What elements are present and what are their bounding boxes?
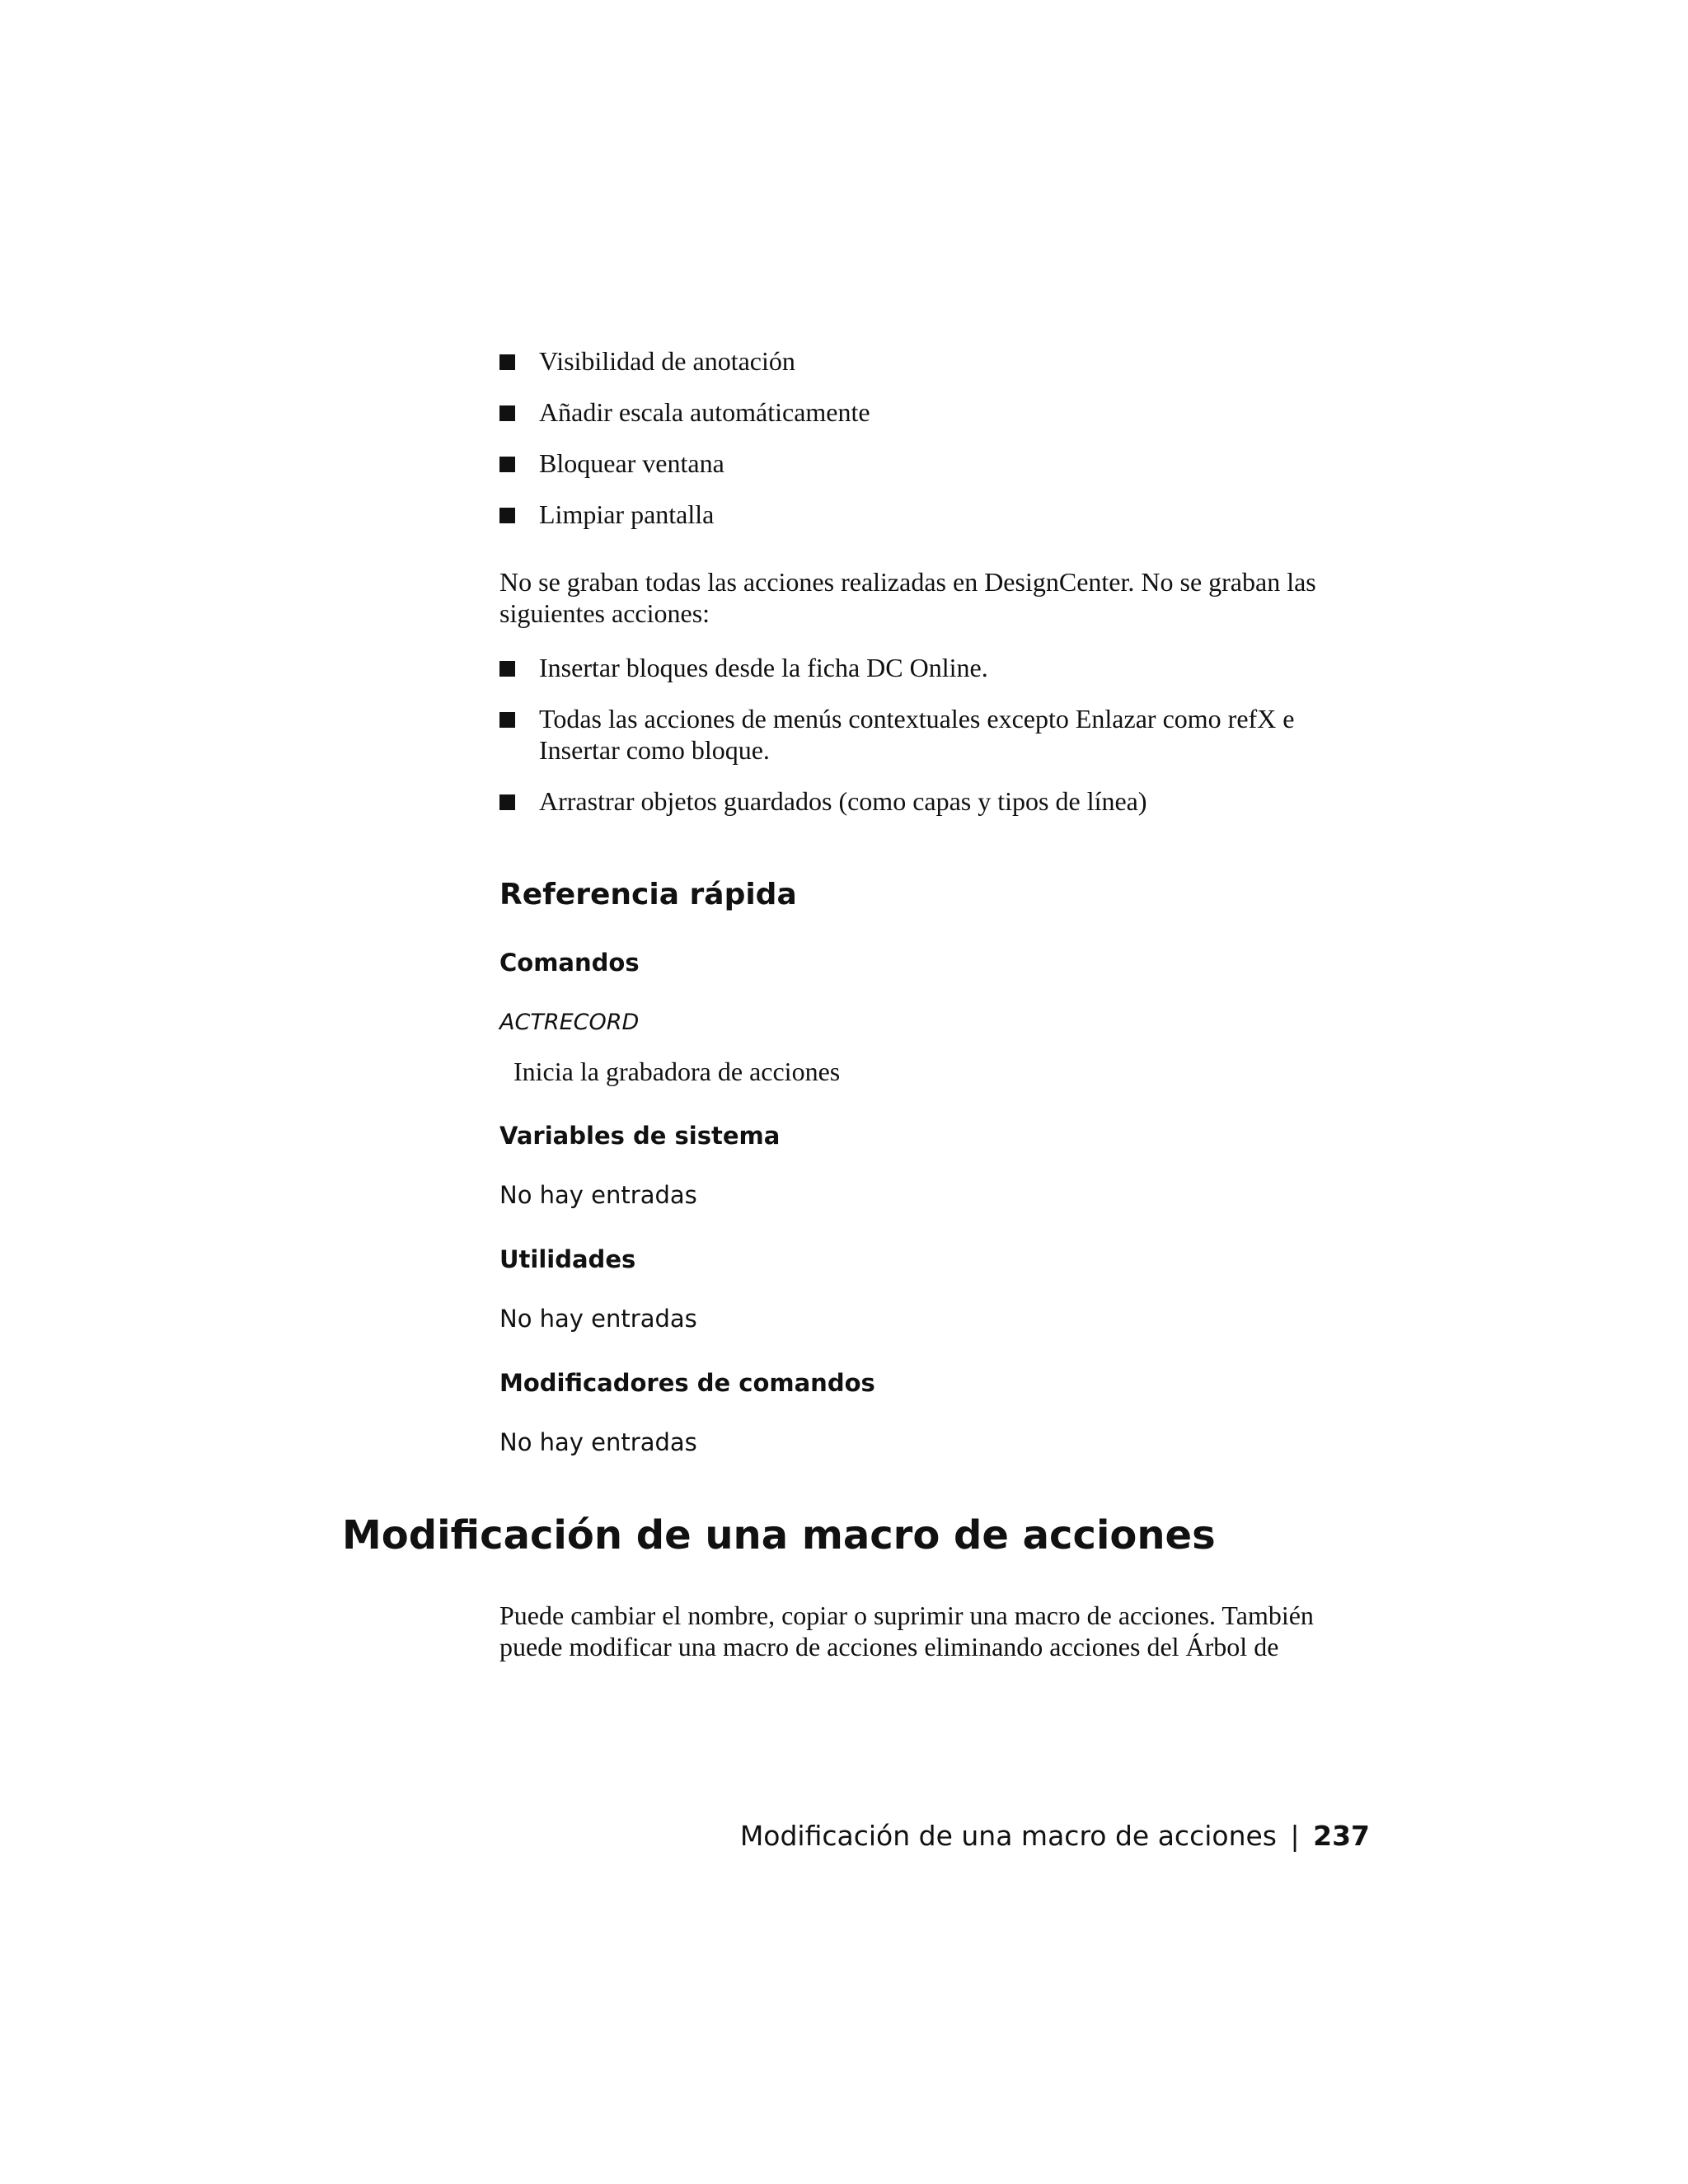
command-name: ACTRECORD xyxy=(499,1010,640,1035)
section-heading: Modificación de una macro de acciones xyxy=(342,1512,1216,1558)
command-modifiers-text: No hay entradas xyxy=(499,1428,697,1456)
bullet-square-icon xyxy=(499,794,515,810)
command-modifiers-heading: Modificadores de comandos xyxy=(499,1369,875,1397)
list-item-text: Visibilidad de anotación xyxy=(539,346,795,376)
utilities-heading: Utilidades xyxy=(499,1245,636,1273)
bullet-square-icon xyxy=(499,405,515,421)
footer-title: Modificación de una macro de acciones xyxy=(739,1820,1277,1852)
footer-separator: | xyxy=(1290,1820,1300,1852)
page-footer xyxy=(740,1820,1370,1853)
list-item-text: Arrastrar objetos guardados (como capas y tipos de línea) xyxy=(539,786,1147,816)
system-variables-heading: Variables de sistema xyxy=(499,1122,781,1150)
list-item-text: Bloquear ventana xyxy=(539,448,724,478)
list-item-text-continued: Insertar como bloque. xyxy=(539,735,770,765)
page-number: 237 xyxy=(1313,1820,1370,1852)
bullet-square-icon xyxy=(499,712,515,728)
bullet-square-icon xyxy=(499,457,515,472)
list-item-text: Añadir escala automáticamente xyxy=(539,397,870,427)
list-item-text: Limpiar pantalla xyxy=(539,499,715,529)
list-item-text: Insertar bloques desde la ficha DC Online. xyxy=(539,653,988,682)
bullet-square-icon xyxy=(499,661,515,677)
bullet-square-icon xyxy=(499,354,515,370)
system-variables-text: No hay entradas xyxy=(499,1181,697,1209)
bullet-square-icon xyxy=(499,508,515,523)
paragraph-line: puede modificar una macro de acciones eliminando acciones del Árbol de xyxy=(499,1632,1279,1661)
paragraph-line: Puede cambiar el nombre, copiar o suprimir una macro de acciones. También xyxy=(499,1601,1314,1630)
paragraph-line: siguientes acciones: xyxy=(499,598,710,628)
quick-reference-heading: Referencia rápida xyxy=(499,878,797,912)
command-description: Inicia la grabadora de acciones xyxy=(513,1057,841,1086)
paragraph-line: No se graban todas las acciones realizadas en DesignCenter. No se graban las xyxy=(499,567,1316,597)
commands-heading: Comandos xyxy=(499,949,640,977)
utilities-text: No hay entradas xyxy=(499,1305,697,1333)
list-item-text: Todas las acciones de menús contextuales excepto Enlazar como refX e xyxy=(539,704,1295,733)
